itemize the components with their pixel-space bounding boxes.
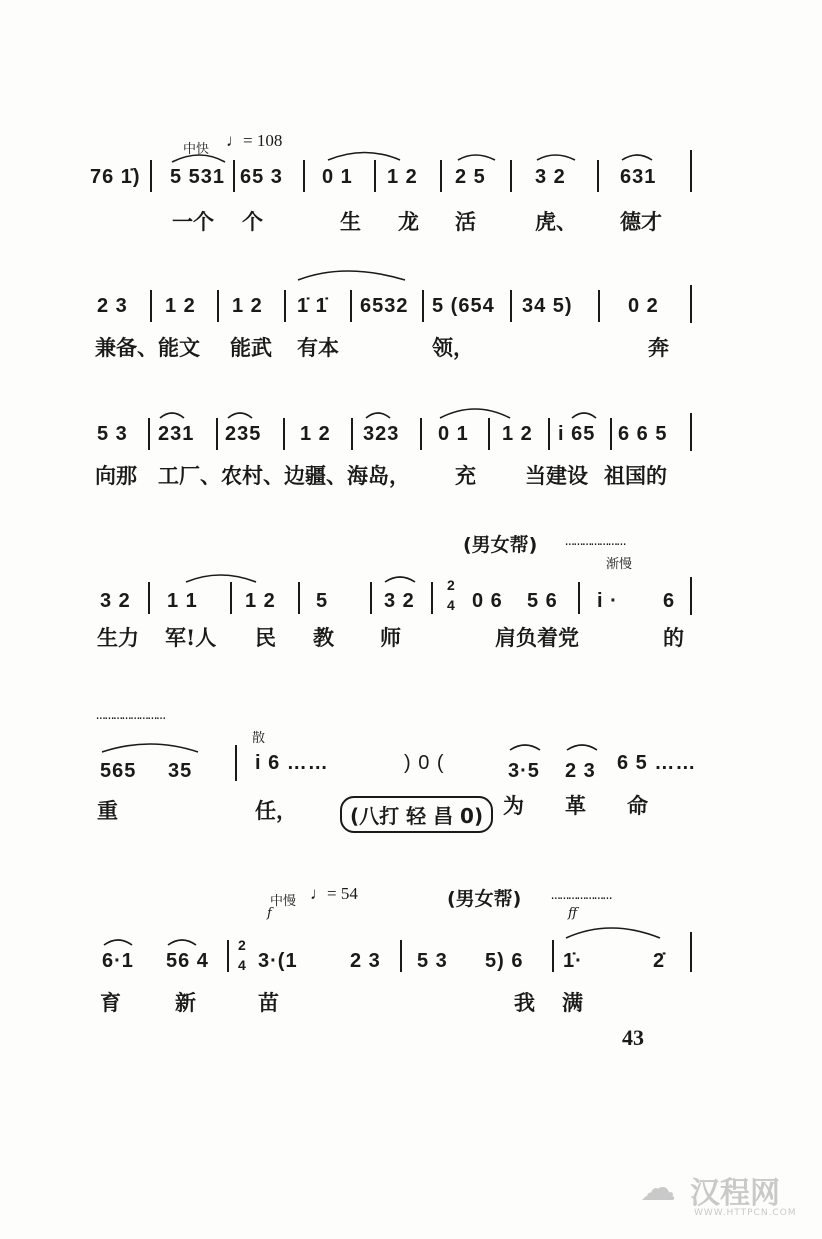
- tempo-value: ♩= 108: [226, 131, 283, 150]
- lyric: 能武: [230, 335, 272, 360]
- help-dots: …………………: [565, 532, 626, 550]
- note-group: 3 2: [100, 590, 131, 612]
- note-group: 6 5 ……: [617, 752, 697, 774]
- lyric: 祖国的: [604, 463, 667, 488]
- note-group: 1 2: [300, 423, 331, 445]
- note-group: 65 3: [240, 166, 283, 188]
- time-sig-bottom: 4: [238, 957, 247, 973]
- lyric: 的: [663, 625, 684, 650]
- note-group: 5: [316, 590, 329, 612]
- dynamic-mark: ff: [568, 906, 578, 921]
- lyric: 兼备、能文: [95, 335, 200, 360]
- note-group: 235: [225, 423, 262, 445]
- note-group: 231: [158, 423, 195, 445]
- note-group: 34 5): [522, 295, 573, 317]
- note-group: 5 531: [170, 166, 226, 188]
- note-group: 0 1: [322, 166, 353, 188]
- note-group: 56 4: [166, 950, 209, 972]
- slow-label: 渐慢: [606, 557, 633, 572]
- tempo-label: 中慢: [270, 894, 297, 909]
- note-group: 6: [663, 590, 676, 612]
- lyric: 教: [313, 625, 334, 650]
- note-group: 1 2: [232, 295, 263, 317]
- note-group: 6 6 5: [618, 423, 668, 445]
- note-group: 0 6: [472, 590, 503, 612]
- lyric: 生: [340, 209, 361, 234]
- note-group: 2̇: [653, 950, 666, 972]
- note-group: 3 2: [384, 590, 415, 612]
- lyric: 奔: [648, 335, 669, 360]
- watermark-brand: 汉程网: [690, 1176, 780, 1211]
- page-number: 43: [622, 1025, 644, 1050]
- note-group: ) 0 (: [404, 752, 445, 774]
- lyric: 虎、: [535, 209, 577, 234]
- lyric: 师: [380, 625, 401, 650]
- note-group: 1 2: [165, 295, 196, 317]
- note-group: 2 3: [565, 760, 596, 782]
- note-group: 76 1̇): [90, 166, 141, 188]
- lyric: 我: [514, 990, 535, 1015]
- note-group: i 65: [558, 423, 596, 445]
- lyric: 当建设: [525, 463, 588, 488]
- note-group: i 6 ……: [255, 752, 329, 774]
- note-group: 1 2: [502, 423, 533, 445]
- note-group: 565: [100, 760, 137, 782]
- lyric: 重: [97, 798, 118, 823]
- lyric: 民: [255, 625, 276, 650]
- lyric: 苗: [258, 990, 279, 1015]
- lyric: 工厂、农村、边疆、海岛，: [158, 463, 410, 488]
- lyric: 生力: [97, 625, 139, 650]
- lyric: 肩负着党: [495, 625, 579, 650]
- note-group: 6·1: [102, 950, 134, 972]
- note-group: 1 2: [387, 166, 418, 188]
- time-sig-bottom: 4: [447, 597, 456, 613]
- note-group: 323: [363, 423, 400, 445]
- watermark-logo-icon: ☁: [640, 1168, 676, 1209]
- time-sig-top: 2: [447, 577, 456, 593]
- note-group: 0 2: [628, 295, 659, 317]
- help-dots: ……………………: [96, 706, 165, 724]
- help-dots: …………………: [551, 886, 612, 904]
- note-group: 1 1: [167, 590, 198, 612]
- lyric: 军!人: [165, 625, 217, 650]
- lyric: 德才: [620, 209, 662, 234]
- lyric: 活: [455, 209, 476, 234]
- note-group: 5 3: [97, 423, 128, 445]
- note-group: 3·5: [508, 760, 540, 782]
- note-group: 35: [168, 760, 193, 782]
- tempo-label: 中快: [183, 142, 210, 157]
- note-group: 2 3: [350, 950, 381, 972]
- note-group: 5 (654: [432, 295, 495, 317]
- watermark-url: WWW.HTTPCN.COM: [694, 1208, 797, 1218]
- note-group: 1̇ 1̇: [297, 295, 328, 317]
- lyric: 任，: [255, 798, 297, 823]
- note-group: 3·(1: [258, 950, 298, 972]
- note-group: 3 2: [535, 166, 566, 188]
- lyric: 革: [565, 793, 586, 818]
- lyric: 领，: [432, 335, 474, 360]
- lyric: 个: [242, 209, 263, 234]
- note-group: 2 3: [97, 295, 128, 317]
- lyric: 命: [627, 793, 648, 818]
- lyric: 为: [503, 793, 524, 818]
- note-group: 1 2: [245, 590, 276, 612]
- lyric: 育: [100, 990, 121, 1015]
- dynamic-mark: f: [267, 906, 272, 921]
- lyric: 有本: [297, 335, 339, 360]
- note-group: 631: [620, 166, 657, 188]
- note-group: 0 1: [438, 423, 469, 445]
- tempo-value: ♩= 54: [310, 884, 358, 903]
- lyric: 向那: [95, 463, 137, 488]
- lyric: 新: [175, 990, 196, 1015]
- note-group: 5 3: [417, 950, 448, 972]
- lyric: 龙: [398, 209, 419, 234]
- note-group: 5 6: [527, 590, 558, 612]
- lyric: 充: [455, 463, 476, 488]
- note-group: 6532: [360, 295, 409, 317]
- time-sig-top: 2: [238, 937, 247, 953]
- lyric: 一个: [172, 209, 214, 234]
- help-label: (男女帮): [463, 534, 538, 556]
- note-group: 2 5: [455, 166, 486, 188]
- ornament-label: 散: [252, 731, 266, 746]
- lyric: 满: [562, 990, 583, 1015]
- note-group: 5) 6: [485, 950, 524, 972]
- note-group: i ·: [597, 590, 618, 612]
- percussion-box: (八打 轻 昌 0): [340, 796, 493, 833]
- note-group: 1̇·: [563, 950, 583, 972]
- help-label: (男女帮): [447, 888, 522, 910]
